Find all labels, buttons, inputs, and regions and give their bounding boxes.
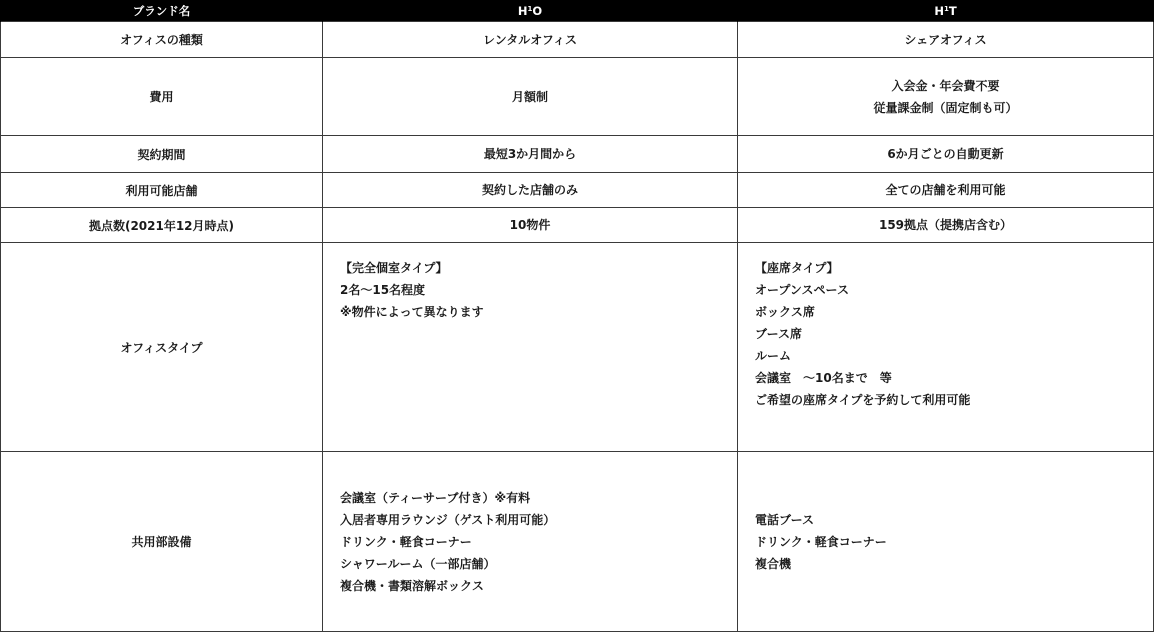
row-label: 共用部設備 bbox=[1, 452, 323, 632]
row-label: オフィスの種類 bbox=[1, 22, 323, 58]
h1o-cell: 月額制 bbox=[323, 58, 738, 136]
h1t-cell: 入会金・年会費不要 従量課金制（固定制も可） bbox=[738, 58, 1154, 136]
row-office-kind bbox=[1, 22, 1154, 58]
h1o-cell: 10物件 bbox=[323, 208, 738, 243]
row-label: 利用可能店舗 bbox=[1, 173, 323, 208]
h1o-cell: 最短3か月間から bbox=[323, 136, 738, 173]
row-label: 契約期間 bbox=[1, 136, 323, 173]
row-locations bbox=[1, 208, 1154, 243]
header-h1o: $H^1O$ bbox=[323, 0, 738, 22]
h1o-cell: 【完全個室タイプ】 2名～15名程度 ※物件によって異なります bbox=[323, 243, 738, 452]
h1t-cell: 6か月ごとの自動更新 bbox=[738, 136, 1154, 173]
row-label: 費用 bbox=[1, 58, 323, 136]
header-h1t: $H^1T$ bbox=[738, 0, 1154, 22]
row-office-type bbox=[1, 243, 1154, 452]
h1o-cell: レンタルオフィス bbox=[323, 22, 738, 58]
header-brand-name: ブランド名 bbox=[1, 0, 323, 22]
h1t-cell: 電話ブース ドリンク・軽食コーナー 複合機 bbox=[738, 452, 1154, 632]
row-label: 拠点数(2021年12月時点) bbox=[1, 208, 323, 243]
row-available-stores bbox=[1, 173, 1154, 208]
row-shared-facilities bbox=[1, 452, 1154, 632]
h1o-cell: 契約した店舗のみ bbox=[323, 173, 738, 208]
h1t-cell: 【座席タイプ】 オープンスペース ボックス席 ブース席 ルーム 会議室 ～10名まで 等 ご希望の座席タイプを予約して利用可能 bbox=[738, 243, 1154, 452]
row-cost bbox=[1, 58, 1154, 136]
h1t-cell: シェアオフィス bbox=[738, 22, 1154, 58]
h1t-cell: 全ての店舗を利用可能 bbox=[738, 173, 1154, 208]
h1t-cell: 159拠点（提携店含む） bbox=[738, 208, 1154, 243]
header-row bbox=[1, 0, 1154, 22]
row-contract-period bbox=[1, 136, 1154, 173]
row-label: オフィスタイプ bbox=[1, 243, 323, 452]
h1o-cell: 会議室（ティーサーブ付き）※有料 入居者専用ラウンジ（ゲスト利用可能） ドリンク・軽食コーナー シャワールーム（一部店舗） 複合機・書類溶解ボックス bbox=[323, 452, 738, 632]
